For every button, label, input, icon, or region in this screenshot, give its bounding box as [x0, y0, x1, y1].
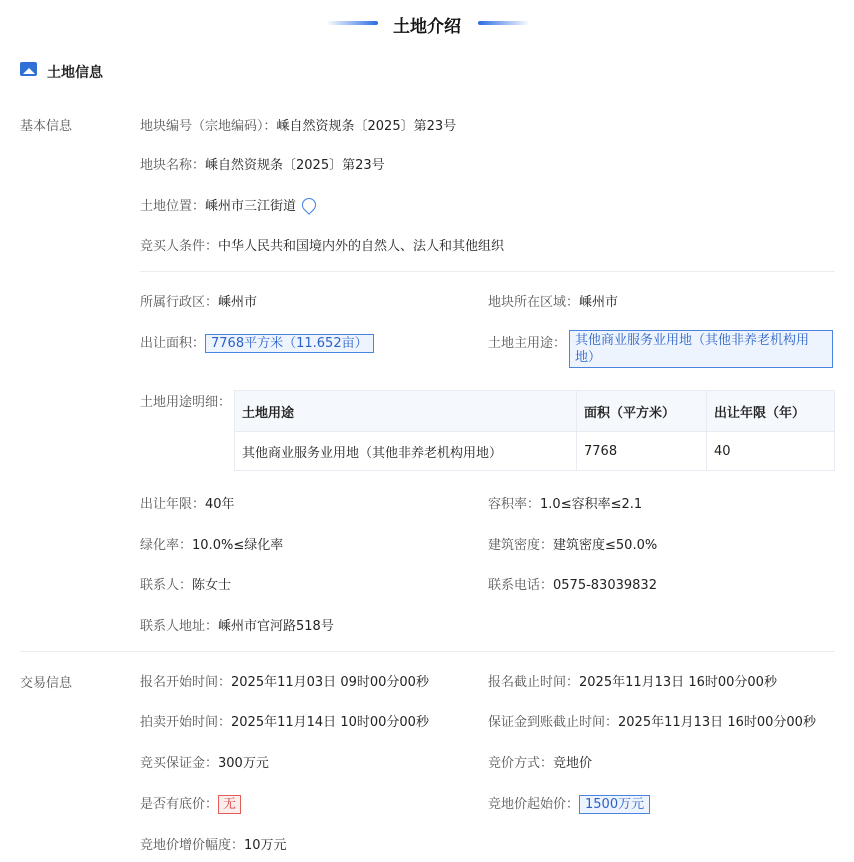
table-row [235, 432, 835, 471]
reg-start-value: 2025年11月03日 09时00分00秒 [231, 675, 429, 690]
plot-name-label: 地块名称： [140, 158, 206, 173]
green-value: 10.0%≤绿化率 [192, 538, 284, 553]
plot-name-row [140, 154, 385, 173]
reg-end-value: 2025年11月13日 16时00分00秒 [579, 675, 777, 690]
density-row [488, 534, 657, 553]
main-use-value-line1: 其他商业服务业用地（其他非养老机构用 [575, 333, 810, 348]
reg-end-label: 报名截止时间： [488, 675, 580, 690]
contact-label: 联系人： [140, 578, 193, 593]
page-title: 土地介绍 [393, 17, 461, 37]
green-label: 绿化率： [140, 538, 193, 553]
location-row [140, 195, 316, 214]
increment-label: 竞地价增价幅度： [140, 838, 245, 853]
divider [140, 271, 835, 272]
section-title: 土地信息 [47, 65, 103, 81]
deposit-value: 300万元 [218, 756, 269, 771]
term-value: 40年 [205, 497, 235, 512]
bid-method-value: 竞地价 [553, 756, 593, 771]
bidder-row [140, 235, 504, 254]
group-label-trade: 交易信息 [20, 676, 73, 691]
area-row [140, 332, 374, 351]
reserve-badge: 无 [218, 795, 241, 814]
map-pin-icon[interactable] [299, 195, 319, 215]
reserve-row [140, 793, 241, 812]
phone-label: 联系电话： [488, 578, 554, 593]
green-row [140, 534, 283, 553]
term-label: 出让年限： [140, 497, 206, 512]
deposit-deadline-value: 2025年11月13日 16时00分00秒 [618, 715, 816, 730]
table-header-term: 出让年限（年） [707, 391, 835, 432]
plot-number-value: 嵊自然资规条〔2025〕第23号 [276, 119, 457, 134]
increment-row [140, 834, 287, 853]
address-label: 联系人地址： [140, 619, 219, 634]
table-header-area: 面积（平方米） [577, 391, 707, 432]
start-price-row [488, 793, 650, 812]
land-use-table [234, 390, 835, 471]
auction-start-value: 2025年11月14日 10时00分00秒 [231, 715, 429, 730]
land-image-icon [20, 62, 37, 76]
deposit-label: 竞买保证金： [140, 756, 219, 771]
increment-value: 10万元 [244, 838, 287, 853]
main-use-value [569, 330, 833, 368]
region-value: 嵊州市 [579, 295, 619, 310]
main-use-value-line2: 地） [575, 350, 602, 365]
main-use-row [488, 332, 566, 351]
phone-value: 0575-83039832 [553, 578, 657, 593]
bidder-label: 竞买人条件： [140, 239, 219, 254]
region-label: 地块所在区域： [488, 295, 580, 310]
deposit-deadline-label: 保证金到账截止时间： [488, 715, 619, 730]
title-decoration-right [478, 21, 530, 25]
auction-start-label: 拍卖开始时间： [140, 715, 232, 730]
far-value: 1.0≤容积率≤2.1 [540, 497, 643, 512]
plot-number-row [140, 115, 456, 134]
table-header-row [235, 391, 835, 432]
region-row [488, 291, 618, 310]
density-value: 建筑密度≤50.0% [553, 538, 658, 553]
density-label: 建筑密度： [488, 538, 554, 553]
main-use-label: 土地主用途： [488, 336, 567, 351]
table-cell-term: 40 [707, 432, 835, 471]
location-label: 土地位置： [140, 199, 206, 214]
address-row [140, 615, 334, 634]
use-detail-label: 土地用途明细： [140, 395, 232, 410]
deposit-row [140, 752, 269, 771]
far-label: 容积率： [488, 497, 541, 512]
start-price-label: 竞地价起始价： [488, 797, 580, 812]
location-value: 嵊州市三江街道 [205, 199, 297, 214]
contact-row [140, 574, 231, 593]
contact-value: 陈女士 [192, 578, 232, 593]
area-label: 出让面积： [140, 336, 206, 351]
area-value: 7768平方米（11.652亩） [205, 334, 374, 353]
bidder-value: 中华人民共和国境内外的自然人、法人和其他组织 [218, 239, 505, 254]
address-value: 嵊州市官河路518号 [218, 619, 334, 634]
table-cell-use: 其他商业服务业用地（其他非养老机构用地） [235, 432, 577, 471]
table-cell-area: 7768 [577, 432, 707, 471]
phone-row [488, 574, 657, 593]
auction-start-row [140, 711, 429, 730]
district-label: 所属行政区： [140, 295, 219, 310]
divider [20, 651, 835, 652]
district-value: 嵊州市 [218, 295, 258, 310]
reg-start-row [140, 671, 429, 690]
group-label-basic: 基本信息 [20, 119, 73, 134]
table-header-use: 土地用途 [235, 391, 577, 432]
start-price-value: 1500万元 [579, 795, 650, 814]
reg-start-label: 报名开始时间： [140, 675, 232, 690]
reserve-label: 是否有底价： [140, 797, 219, 812]
term-row [140, 493, 235, 512]
far-row [488, 493, 642, 512]
bid-method-row [488, 752, 592, 771]
bid-method-label: 竞价方式： [488, 756, 554, 771]
plot-number-label: 地块编号（宗地编码）： [140, 119, 277, 134]
deposit-deadline-row [488, 711, 816, 730]
plot-name-value: 嵊自然资规条〔2025〕第23号 [205, 158, 385, 173]
district-row [140, 291, 257, 310]
reg-end-row [488, 671, 777, 690]
